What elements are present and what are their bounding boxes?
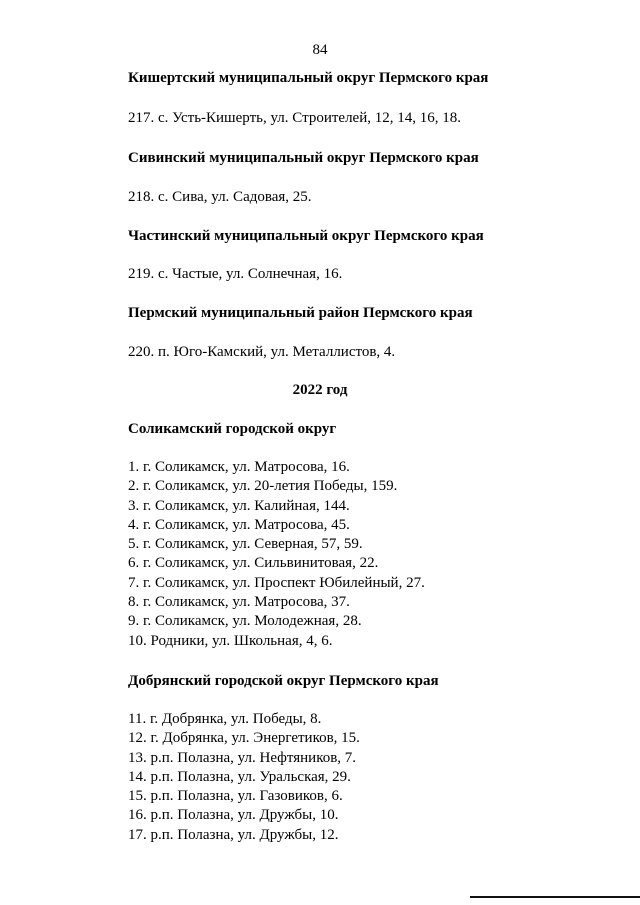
scan-edge-line (470, 896, 640, 898)
section-heading-kishert: Кишертский муниципальный округ Пермского края (128, 70, 489, 86)
list-item: 4. г. Соликамск, ул. Матросова, 45. (128, 516, 350, 533)
section-heading-siva: Сивинский муниципальный округ Пермского края (128, 150, 479, 166)
list-item: 16. р.п. Полазна, ул. Дружбы, 10. (128, 807, 339, 824)
dobryanka-address-list (128, 710, 360, 845)
section-heading-perm-district: Пермский муниципальный район Пермского края (128, 305, 473, 321)
list-item: 8. г. Соликамск, ул. Матросова, 37. (128, 594, 350, 611)
section-heading-dobryanka: Добрянский городской округ Пермского края (128, 673, 439, 689)
address-entry-217: 217. с. Усть-Кишерть, ул. Строителей, 12, 14, 16, 18. (128, 110, 461, 126)
list-item: 2. г. Соликамск, ул. 20-летия Победы, 159. (128, 478, 398, 495)
list-item: 11. г. Добрянка, ул. Победы, 8. (128, 711, 322, 727)
address-entry-219: 219. с. Частые, ул. Солнечная, 16. (128, 266, 343, 282)
list-item: 15. р.п. Полазна, ул. Газовиков, 6. (128, 788, 343, 805)
section-heading-chastye: Частинский муниципальный округ Пермского края (128, 228, 484, 244)
list-item: 17. р.п. Полазна, ул. Дружбы, 12. (128, 826, 339, 843)
year-heading: 2022 год (292, 382, 348, 398)
list-item: 14. р.п. Полазна, ул. Уральская, 29. (128, 768, 351, 785)
address-entry-218: 218. с. Сива, ул. Садовая, 25. (128, 189, 312, 205)
list-item: 10. Родники, ул. Школьная, 4, 6. (128, 632, 333, 649)
section-heading-solikamsk: Соликамский городской округ (128, 421, 337, 437)
list-item: 13. р.п. Полазна, ул. Нефтяников, 7. (128, 749, 357, 766)
list-item: 12. г. Добрянка, ул. Энергетиков, 15. (128, 730, 360, 747)
list-item: 7. г. Соликамск, ул. Проспект Юбилейный, 27. (128, 574, 425, 591)
list-item: 1. г. Соликамск, ул. Матросова, 16. (128, 459, 350, 475)
solikamsk-address-list (128, 458, 425, 651)
list-item: 6. г. Соликамск, ул. Сильвинитовая, 22. (128, 555, 379, 572)
address-entry-220: 220. п. Юго-Камский, ул. Металлистов, 4. (128, 344, 396, 360)
list-item: 5. г. Соликамск, ул. Северная, 57, 59. (128, 536, 363, 553)
page-number: 84 (312, 42, 328, 58)
list-item: 3. г. Соликамск, ул. Калийная, 144. (128, 497, 350, 514)
list-item: 9. г. Соликамск, ул. Молодежная, 28. (128, 613, 362, 630)
